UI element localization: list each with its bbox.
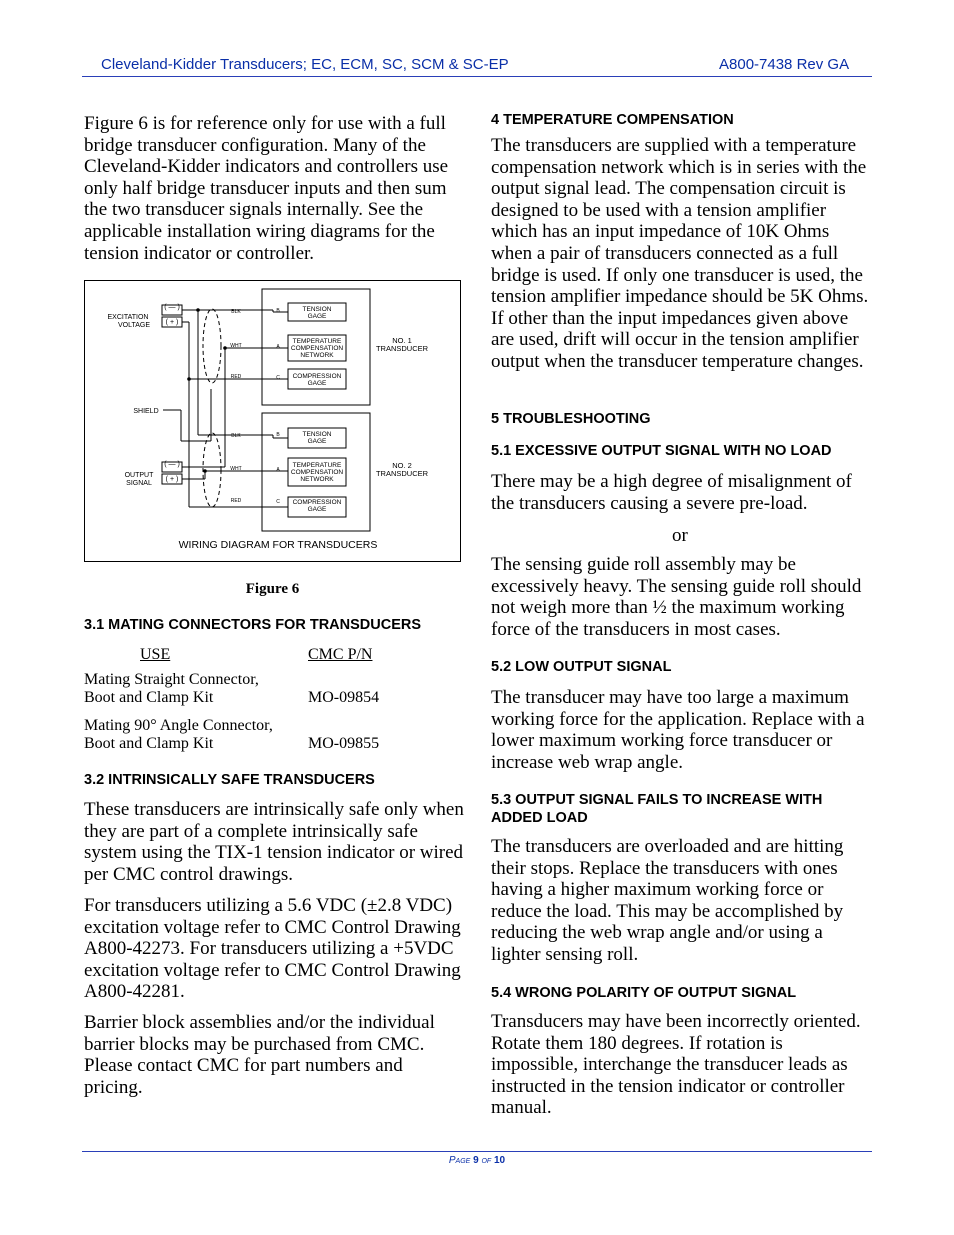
pin-a-2: A (276, 467, 280, 473)
section-5-3-heading (491, 791, 822, 827)
tension-gage-2: TENSION (302, 431, 332, 438)
no2-transducer: TRANSDUCER (375, 469, 429, 478)
output-label: OUTPUT (124, 472, 154, 479)
row2-use (84, 717, 273, 753)
section-3-2-p1: These transducers are intrinsically safe only when they are part of a complete intrinsically safe system using the TIX-1 tension indicator or wired per CMC control drawings. (84, 799, 464, 885)
row1-use-line1: Mating Straight Connector, (84, 671, 259, 688)
exc-plus: ( + ) (165, 319, 179, 326)
no1-transducer: TRANSDUCER (375, 344, 429, 353)
header-rule (82, 76, 872, 77)
exc-minus: ( — ) (164, 304, 180, 311)
section-5-1-p2: The sensing guide roll assembly may be excessively heavy. The sensing guide roll should not weigh more than ½ the maximum working force of the transducers in most cases. (491, 554, 862, 640)
no2-label: NO. 2 (392, 461, 412, 470)
output-label-2: SIGNAL (126, 480, 152, 487)
compression-gage-2: COMPRESSION (292, 499, 342, 506)
wire-red-1: RED (230, 374, 242, 380)
wiring-diagram-svg (85, 281, 459, 560)
col-use-header: USE (140, 646, 171, 663)
header-title: Cleveland-Kidder Transducers; EC, ECM, SC, SCM & SC-EP (101, 56, 509, 73)
row1-pn: MO-09854 (308, 689, 380, 706)
section-5-heading: 5 TROUBLESHOOTING (491, 411, 651, 427)
row1-use-line2: Boot and Clamp Kit (84, 689, 214, 706)
wire-wht-2: WHT (230, 466, 242, 472)
intro-paragraph: Figure 6 is for reference only for use with a full bridge transducer configuration. Many of the Cleveland-Kidder indicators and controllers use only half bridge transducer inputs and then sum the two transducer signals internally. See the applicable installation wiring diagrams for the tension indicator or controller. (84, 113, 449, 264)
footer-rule (82, 1151, 872, 1152)
section-4-heading: 4 TEMPERATURE COMPENSATION (491, 112, 734, 128)
section-5-2-paragraph: The transducer may have too large a maximum working force for the application. Replace with a lower maximum working force transducer or increase web wrap angle. (491, 687, 865, 773)
section-3-2-heading: 3.2 INTRINSICALLY SAFE TRANSDUCERS (84, 772, 375, 788)
wire-blk-2: BLK (231, 433, 241, 439)
diagram-caption: WIRING DIAGRAM FOR TRANSDUCERS (178, 539, 378, 551)
excitation-label-2: VOLTAGE (117, 322, 151, 329)
page-word: Page (448, 1155, 471, 1166)
tension-gage-1b: GAGE (307, 313, 327, 320)
page-number (0, 1155, 954, 1166)
section-5-4-heading: 5.4 WRONG POLARITY OF OUTPUT SIGNAL (491, 985, 797, 1001)
section-5-2-heading: 5.2 LOW OUTPUT SIGNAL (491, 659, 672, 675)
tension-gage-2b: GAGE (307, 438, 327, 445)
compression-gage-1: COMPRESSION (292, 373, 342, 380)
section-5-3-heading-line2: ADDED LOAD (491, 810, 588, 826)
out-minus: ( — ) (164, 461, 180, 468)
compression-gage-1b: GAGE (307, 380, 327, 387)
page-num: 9 (473, 1155, 479, 1166)
section-5-1-or: or (672, 525, 688, 546)
section-3-2-p2: For transducers utilizing a 5.6 VDC (±2.8 VDC) excitation voltage refer to CMC Control Drawing A800-42273. For transducers utilizing a +5VDC excitation voltage refer to CMC Control Drawing A800-42281. (84, 895, 461, 1003)
section-4-paragraph: The transducers are supplied with a temperature compensation network which is in series with the output signal lead. The compensation circuit is designed to be used with a tension amplifier which has an input impedance of 10K Ohms when a pair of transducers connected as a full bridge is used. If only one transducer is used, the tension amplifier impedance should be 5K Ohms. If other than the input impedances given above are used, drift will occur in the tension amplifier output when the transducer temperature changes. (491, 135, 869, 372)
pin-a-1: A (276, 344, 280, 350)
header-doc-number: A800-7438 Rev GA (719, 56, 850, 73)
figure-caption: Figure 6 (245, 581, 300, 597)
page-total: 10 (493, 1155, 506, 1166)
section-5-3-heading-line1: 5.3 OUTPUT SIGNAL FAILS TO INCREASE WITH (491, 792, 823, 808)
pin-b-2: B (276, 432, 280, 438)
tc-network-2: TEMPERATURE (292, 462, 342, 469)
pin-c-2: C (276, 499, 280, 505)
section-5-3-paragraph: The transducers are overloaded and are hitting their stops. Replace the transducers with ones having a higher maximum working force or reduce the load. This may be accomplished by reducing the web wrap angle and/or using a lighter sensing roll. (491, 836, 844, 965)
excitation-label: EXCITATION (107, 314, 149, 321)
tc-network-2c: NETWORK (300, 476, 334, 483)
wiring-diagram (84, 280, 461, 562)
wire-blk-1: BLK (231, 309, 241, 315)
row2-pn: MO-09855 (308, 735, 380, 752)
section-5-1-heading: 5.1 EXCESSIVE OUTPUT SIGNAL WITH NO LOAD (491, 443, 832, 459)
row1-use (84, 671, 259, 707)
row2-use-line2: Boot and Clamp Kit (84, 735, 214, 752)
section-3-1-heading: 3.1 MATING CONNECTORS FOR TRANSDUCERS (84, 617, 422, 633)
wire-wht-1: WHT (230, 343, 242, 349)
section-3-2-p3: Barrier block assemblies and/or the individual barrier blocks may be purchased from CMC. Please contact CMC for part numbers and pricing. (84, 1012, 435, 1098)
tc-network-1: TEMPERATURE (292, 338, 342, 345)
tc-network-2b: COMPENSATION (290, 469, 344, 476)
out-plus: ( + ) (165, 476, 179, 483)
tension-gage-1: TENSION (302, 306, 332, 313)
shield-label: SHIELD (133, 408, 159, 415)
tc-network-1c: NETWORK (300, 352, 334, 359)
col-pn-header: CMC P/N (308, 646, 373, 663)
of-word: of (481, 1155, 492, 1166)
wire-red-2: RED (230, 498, 242, 504)
no1-label: NO. 1 (392, 336, 412, 345)
compression-gage-2b: GAGE (307, 506, 327, 513)
section-5-1-p1: There may be a high degree of misalignment of the transducers causing a severe pre-load. (491, 471, 852, 514)
pin-b-1: B (276, 308, 280, 314)
section-5-4-paragraph: Transducers may have been incorrectly oriented. Rotate them 180 degrees. If rotation is impossible, interchange the transducer leads as instructed in the tension indicator or controller manual. (491, 1011, 861, 1119)
row2-use-line1: Mating 90° Angle Connector, (84, 717, 273, 734)
tc-network-1b: COMPENSATION (290, 345, 344, 352)
pin-c-1: C (276, 375, 280, 381)
